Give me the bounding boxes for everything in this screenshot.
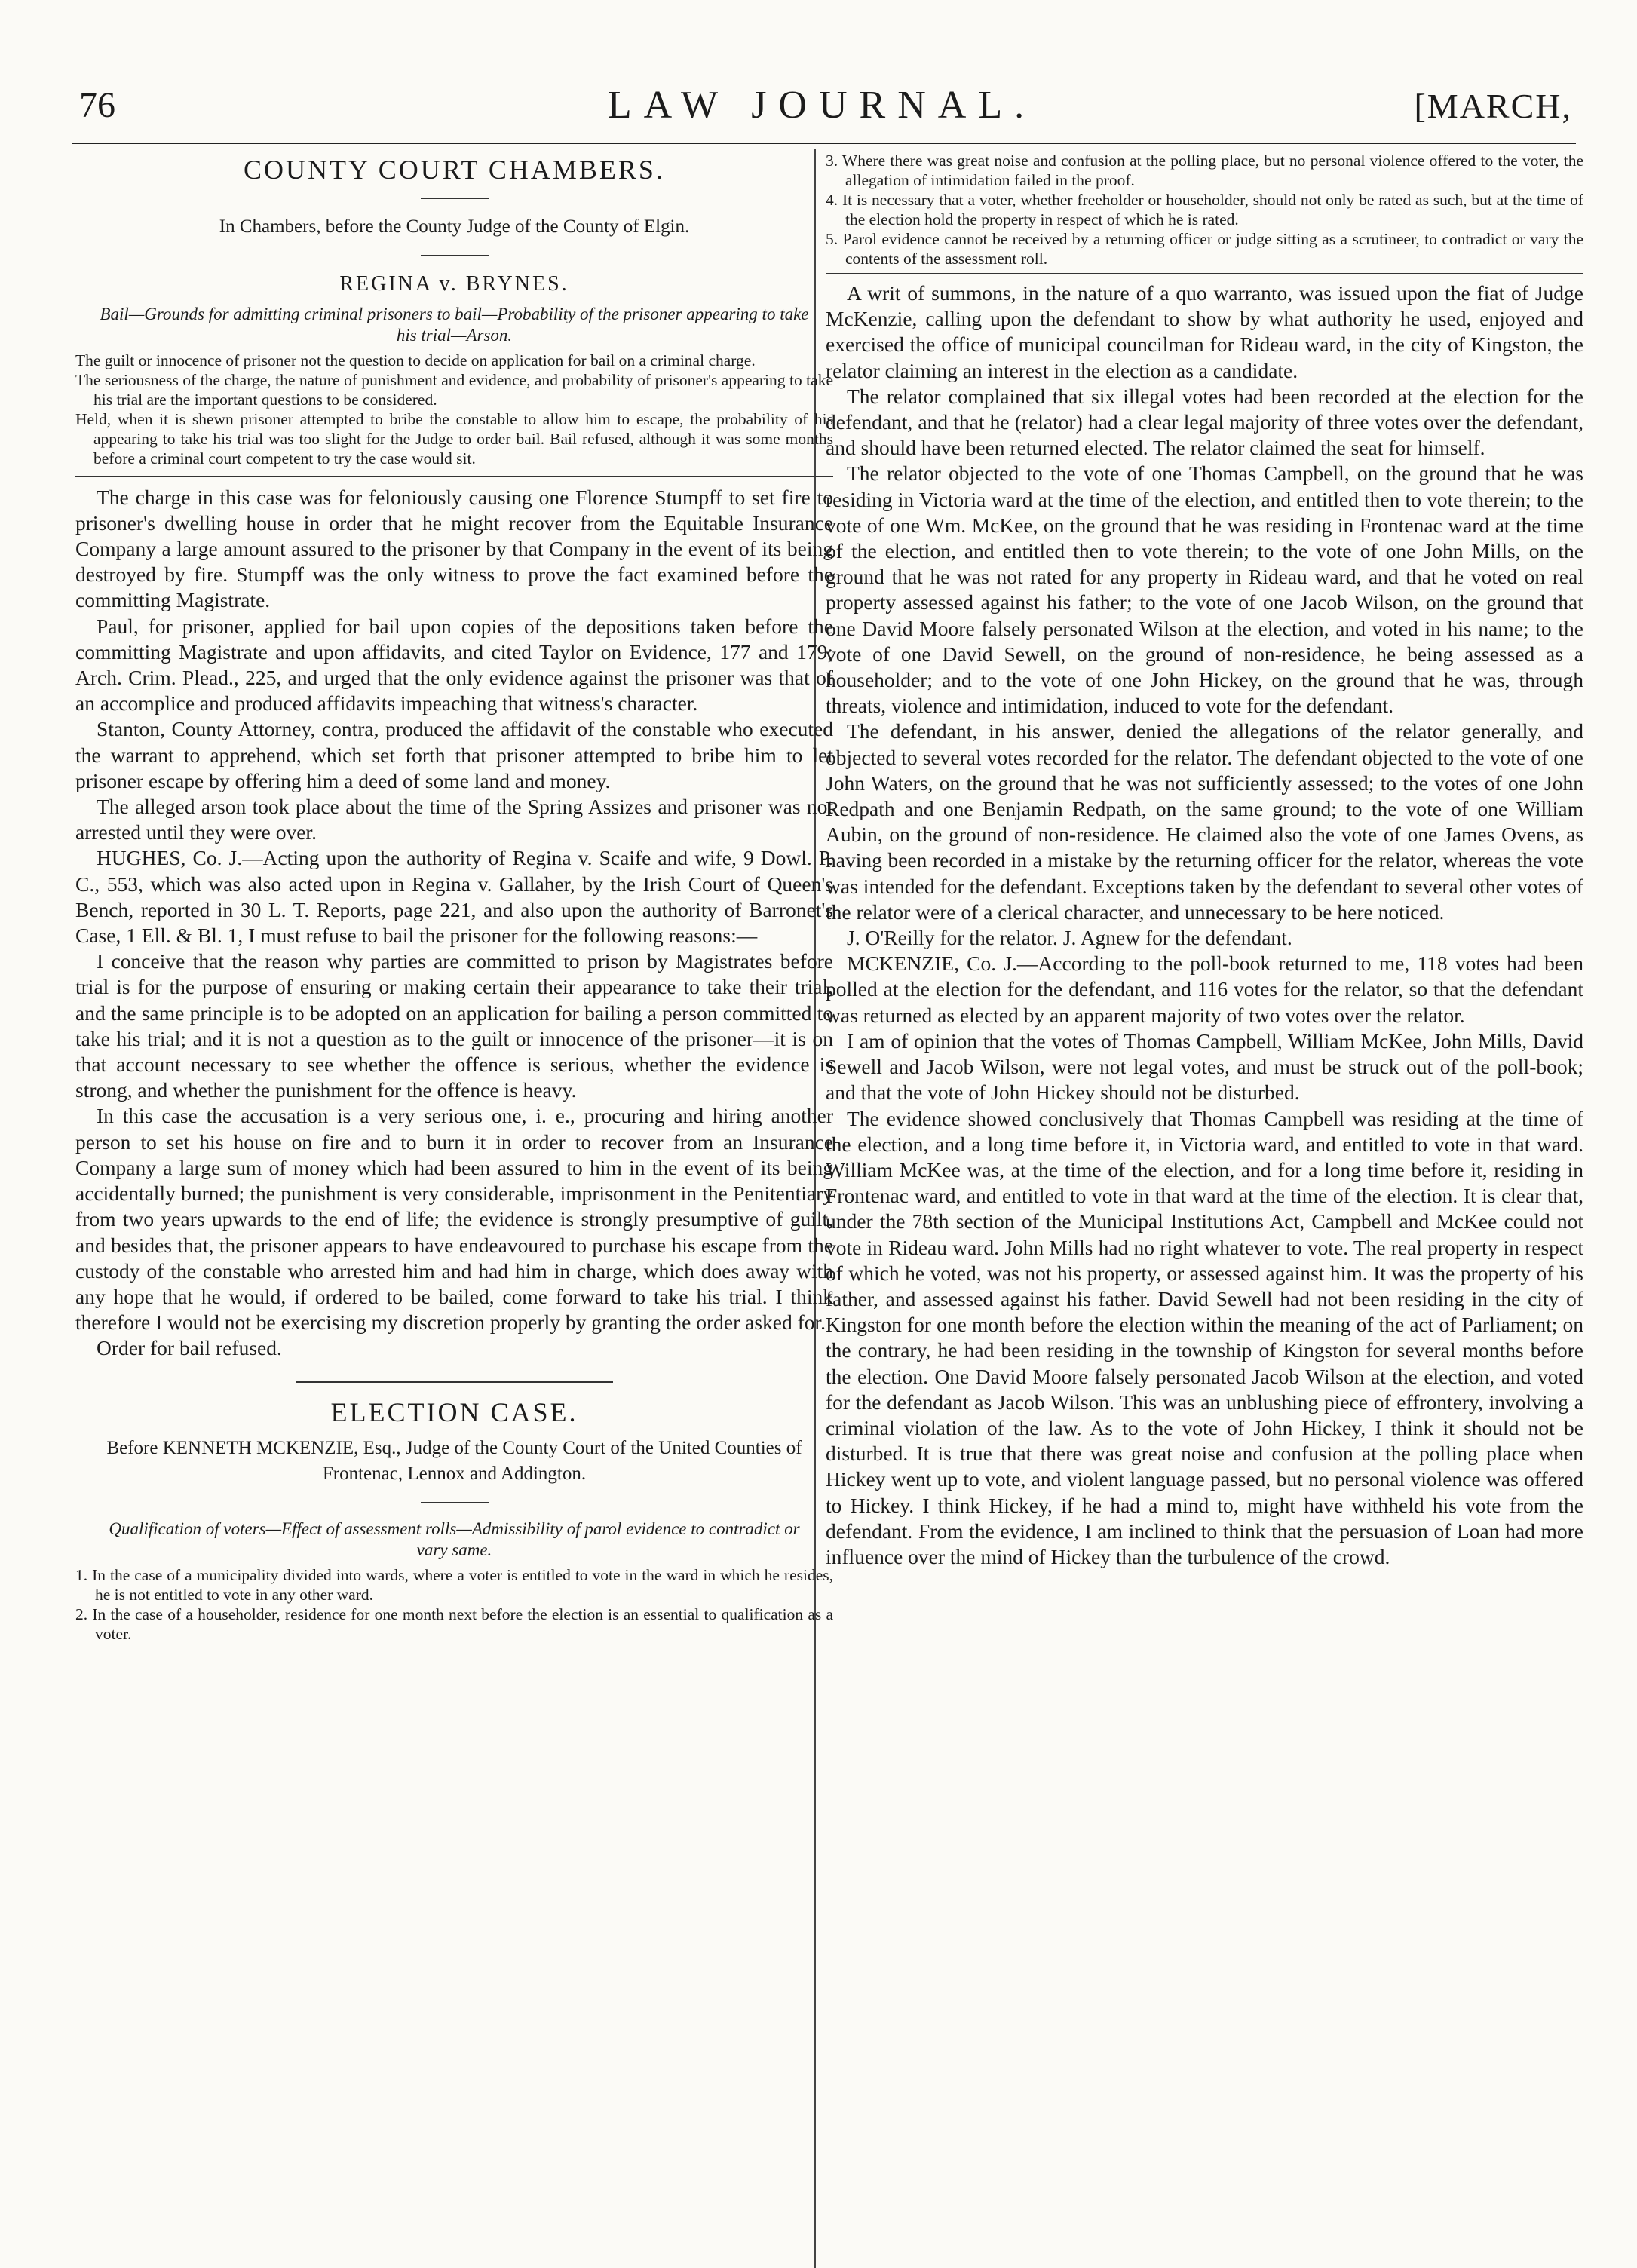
paragraph: The evidence showed conclusively that Thomas Campbell was residing at the time of the election, and a long time before it, in Victoria ward, and entitled to vote in that ward. William McKee was, at the time of the election, and for a long time before it, residing in Frontenac ward, and entitled to vote in that ward at the time of the election. It is clear that, under the 78th section of the Municipal Institutions Act, Campbell and McKee could not vote in Rideau ward. John Mills had no right whatever to vote. The real property in respect of which he voted, was not his property, or assessed against him. It was the property of his father, and assessed against his father. David Sewell had not been residing in the city of Kingston for one month before the election within the meaning of the act of Parliament; on the contrary, he had been residing in the township of Kingston for several months before the election. One David Moore falsely personated Jacob Wilson at the election, and voted for the defendant as Jacob Wilson. This was an unblushing piece of effrontery, involving a criminal violation of the law. As to the vote of John Hickey, I think it should not be disturbed. It is true that there was great noise and confusion at the polling place when Hickey went up to vote, and violent language passed, but no personal violence was offered to Hickey. I think Hickey, if he had a mind to, might have withheld his vote from the defendant. From the evidence, I am inclined to think that the persuasion of Loan had more influence over the mind of Hickey than the turbulence of the crowd. (826, 1106, 1583, 1568)
paragraph: The defendant, in his answer, denied the allegations of the relator generally, and objected to several votes recorded for the relator. The defendant objected to the vote of one John Waters, on the ground that he was not sufficiently assessed; to the votes of one John Redpath and one Benjamin Redpath, on the same ground; to the vote of one William Aubin, on the ground of non-residence. He claimed also the vote of one James Ovens, as having been recorded in a mistake by the returning officer for the relator, whereas the vote was intended for the defendant. Exceptions taken by the defendant to several other votes of the relator were of a clerical character, and unnecessary to be here noticed. (826, 719, 1583, 924)
election-headnote: Qualification of voters—Effect of assessment rolls—Admissibility of parol evidence to contradict or vary same. (109, 1519, 800, 1560)
page-header (72, 83, 1572, 136)
paragraph: HUGHES, Co. J.—Acting upon the authority of Regina v. Scaife and wife, 9 Dowl. P. C., 553, which was also acted upon in Regina v. Gallaher, by the Irish Court of Queen's Bench, reported in 30 L. T. Reports, page 221, and also upon the authority of Barronet's Case, 1 Ell. & Bl. 1, I must refuse to bail the prisoner for the following reasons:— (75, 846, 833, 948)
court-line: In Chambers, before the County Judge of the County of Elgin. (219, 216, 690, 238)
paragraph: The charge in this case was for feloniously causing one Florence Stumpff to set fire to prisoner's dwelling house in order that he might recover from the Equitable Insurance Company a large amount assured to the prisoner by that Company in the event of its being destroyed by fire. Stumpff was the only witness to prove the fact examined before the committing Magistrate. (75, 485, 833, 612)
paragraph: Paul, for prisoner, applied for bail upon copies of the depositions taken before the committing Magistrate and upon affidavits, and cited Taylor on Evidence, 177 and 179; Arch. Crim. Plead., 225, and urged that the only evidence against the prisoner was that of an accomplice and produced affidavits impeaching that witness's character. (75, 614, 833, 716)
case-name: REGINA v. BRYNES. (339, 272, 569, 296)
election-point: 2. In the case of a householder, residence for one month next before the election is an essential to qualification as a voter. (75, 1605, 833, 1644)
election-section-title: ELECTION CASE. (330, 1396, 578, 1427)
page-number: 76 (79, 85, 115, 125)
headnote: Bail—Grounds for admitting criminal prisoners to bail—Probability of the prisoner appearing to take his trial—Arson. (100, 304, 809, 345)
summary-point: Held, when it is shewn prisoner attempted to bribe the constable to allow him to escape, the probability of his appearing to take his trial was too slight for the Judge to order bail. Bail refused, although it was some months before a criminal court competent to try the case would sit. (75, 409, 833, 467)
summary-point: The guilt or innocence of prisoner not the question to decide on application for bail on a criminal charge. (75, 351, 756, 369)
election-point: 5. Parol evidence cannot be received by a returning officer or judge sitting as a scrutineer, to contradict or vary the contents of the assessment roll. (826, 230, 1583, 268)
issue-month: [MARCH, (1414, 87, 1572, 125)
right-column (826, 151, 1583, 2119)
paragraph: J. O'Reilly for the relator. J. Agnew for the defendant. (847, 926, 1292, 950)
paragraph: Stanton, County Attorney, contra, produced the affidavit of the constable who executed the warrant to apprehend, which set forth that prisoner attempted to bribe him to let prisoner escape by offering him a deed of some land and money. (75, 717, 833, 792)
paragraph: I am of opinion that the votes of Thomas Campbell, William McKee, John Mills, David Sewell and Jacob Wilson, were not legal votes, and must be struck out of the poll-book; and that the vote of John Hickey should not be disturbed. (826, 1028, 1583, 1105)
election-court-line: Before KENNETH MCKENZIE, Esq., Judge of the County Court of the United Counties of Frontenac, Lennox and Addington. (106, 1437, 802, 1484)
paragraph: MCKENZIE, Co. J.—According to the poll-book returned to me, 118 votes had been polled at the election for the defendant, and 116 votes for the relator, so that the defendant was returned as elected by an apparent majority of two votes over the relator. (826, 952, 1583, 1027)
section-title: COUNTY COURT CHAMBERS. (244, 155, 665, 185)
divider (421, 1502, 489, 1503)
divider (75, 476, 833, 477)
divider (421, 255, 489, 256)
header-rule (72, 143, 1576, 146)
left-column (75, 151, 833, 2119)
paragraph: In this case the accusation is a very serious one, i. e., procuring and hiring another person to set his house on fire and to burn it in order to recover from an Insurance Company a large sum of money which had been assured to him in the event of its being accidentally burned; the punishment is very considerable, imprisonment in the Penitentiary from two years upwards to the end of life; the evidence is strongly presumptive of guilt, and besides that, the prisoner appears to have endeavoured to purchase his escape from the custody of the constable who arrested him and had him in charge, which does away with any hope that he would, if ordered to be bailed, come forward to take his trial. I think therefore I would not be exercising my discretion properly by granting the order asked for. (75, 1104, 833, 1335)
election-point: 3. Where there was great noise and confusion at the polling place, but no personal violence offered to the voter, the allegation of intimidation failed in the proof. (826, 152, 1583, 189)
divider (826, 273, 1583, 274)
election-point: 4. It is necessary that a voter, whether freeholder or householder, should not only be rated as such, but at the time of the election hold the property in respect of which he is rated. (826, 191, 1583, 228)
journal-title: LAW JOURNAL. (607, 84, 1037, 127)
divider (296, 1381, 613, 1383)
paragraph: Order for bail refused. (97, 1336, 282, 1360)
paragraph: A writ of summons, in the nature of a quo warranto, was issued upon the fiat of Judge McKenzie, calling upon the defendant to show by what authority he used, enjoyed and exercised the office of municipal councilman for Rideau ward, in the city of Kingston, the relator claiming an interest in the election as a candidate. (826, 281, 1583, 382)
election-point: 1. In the case of a municipality divided into wards, where a voter is entitled to vote in the ward in which he resides, he is not entitled to vote in any other ward. (75, 1566, 833, 1604)
summary-point: The seriousness of the charge, the nature of punishment and evidence, and probability of prisoner's appearing to take his trial are the important questions to be considered. (75, 370, 833, 409)
paragraph: The alleged arson took place about the time of the Spring Assizes and prisoner was not arrested until they were over. (75, 795, 833, 844)
paragraph: I conceive that the reason why parties are committed to prison by Magistrates before trial is for the purpose of ensuring or making certain their appearance to take their trial, and the same principle is to be adopted on an application for bailing a person committed to take his trial; and it is not a question as to the guilt or innocence of the prisoner—it is on that account necessary to see whether the offence is serious, whether the evidence is strong, and whether the punishment for the offence is heavy. (75, 949, 833, 1102)
divider (421, 198, 489, 199)
paragraph: The relator complained that six illegal votes had been recorded at the election for the defendant, and that he (relator) had a clear legal majority of three votes over the defendant, and should have been returned elected. The relator claimed the seat for himself. (826, 384, 1583, 460)
paragraph: The relator objected to the vote of one Thomas Campbell, on the ground that he was residing in Victoria ward at the time of the election, and entitled then to vote therein; to the vote of one Wm. McKee, on the ground that he was residing in Frontenac ward at the time of the election, and entitled then to vote therein; to the vote of one John Mills, on the ground that he was not rated for any property in Rideau ward, and that he voted on real property assessed against his father; to the vote of one Jacob Wilson, on the ground that one David Moore falsely personated Wilson at the election, and voted in his name; to the vote of one David Sewell, on the ground of non-residence, he being assessed as a householder; and to the vote of one John Hickey, on the ground that he was, through threats, violence and intimidation, induced to vote for the defendant. (826, 461, 1583, 718)
